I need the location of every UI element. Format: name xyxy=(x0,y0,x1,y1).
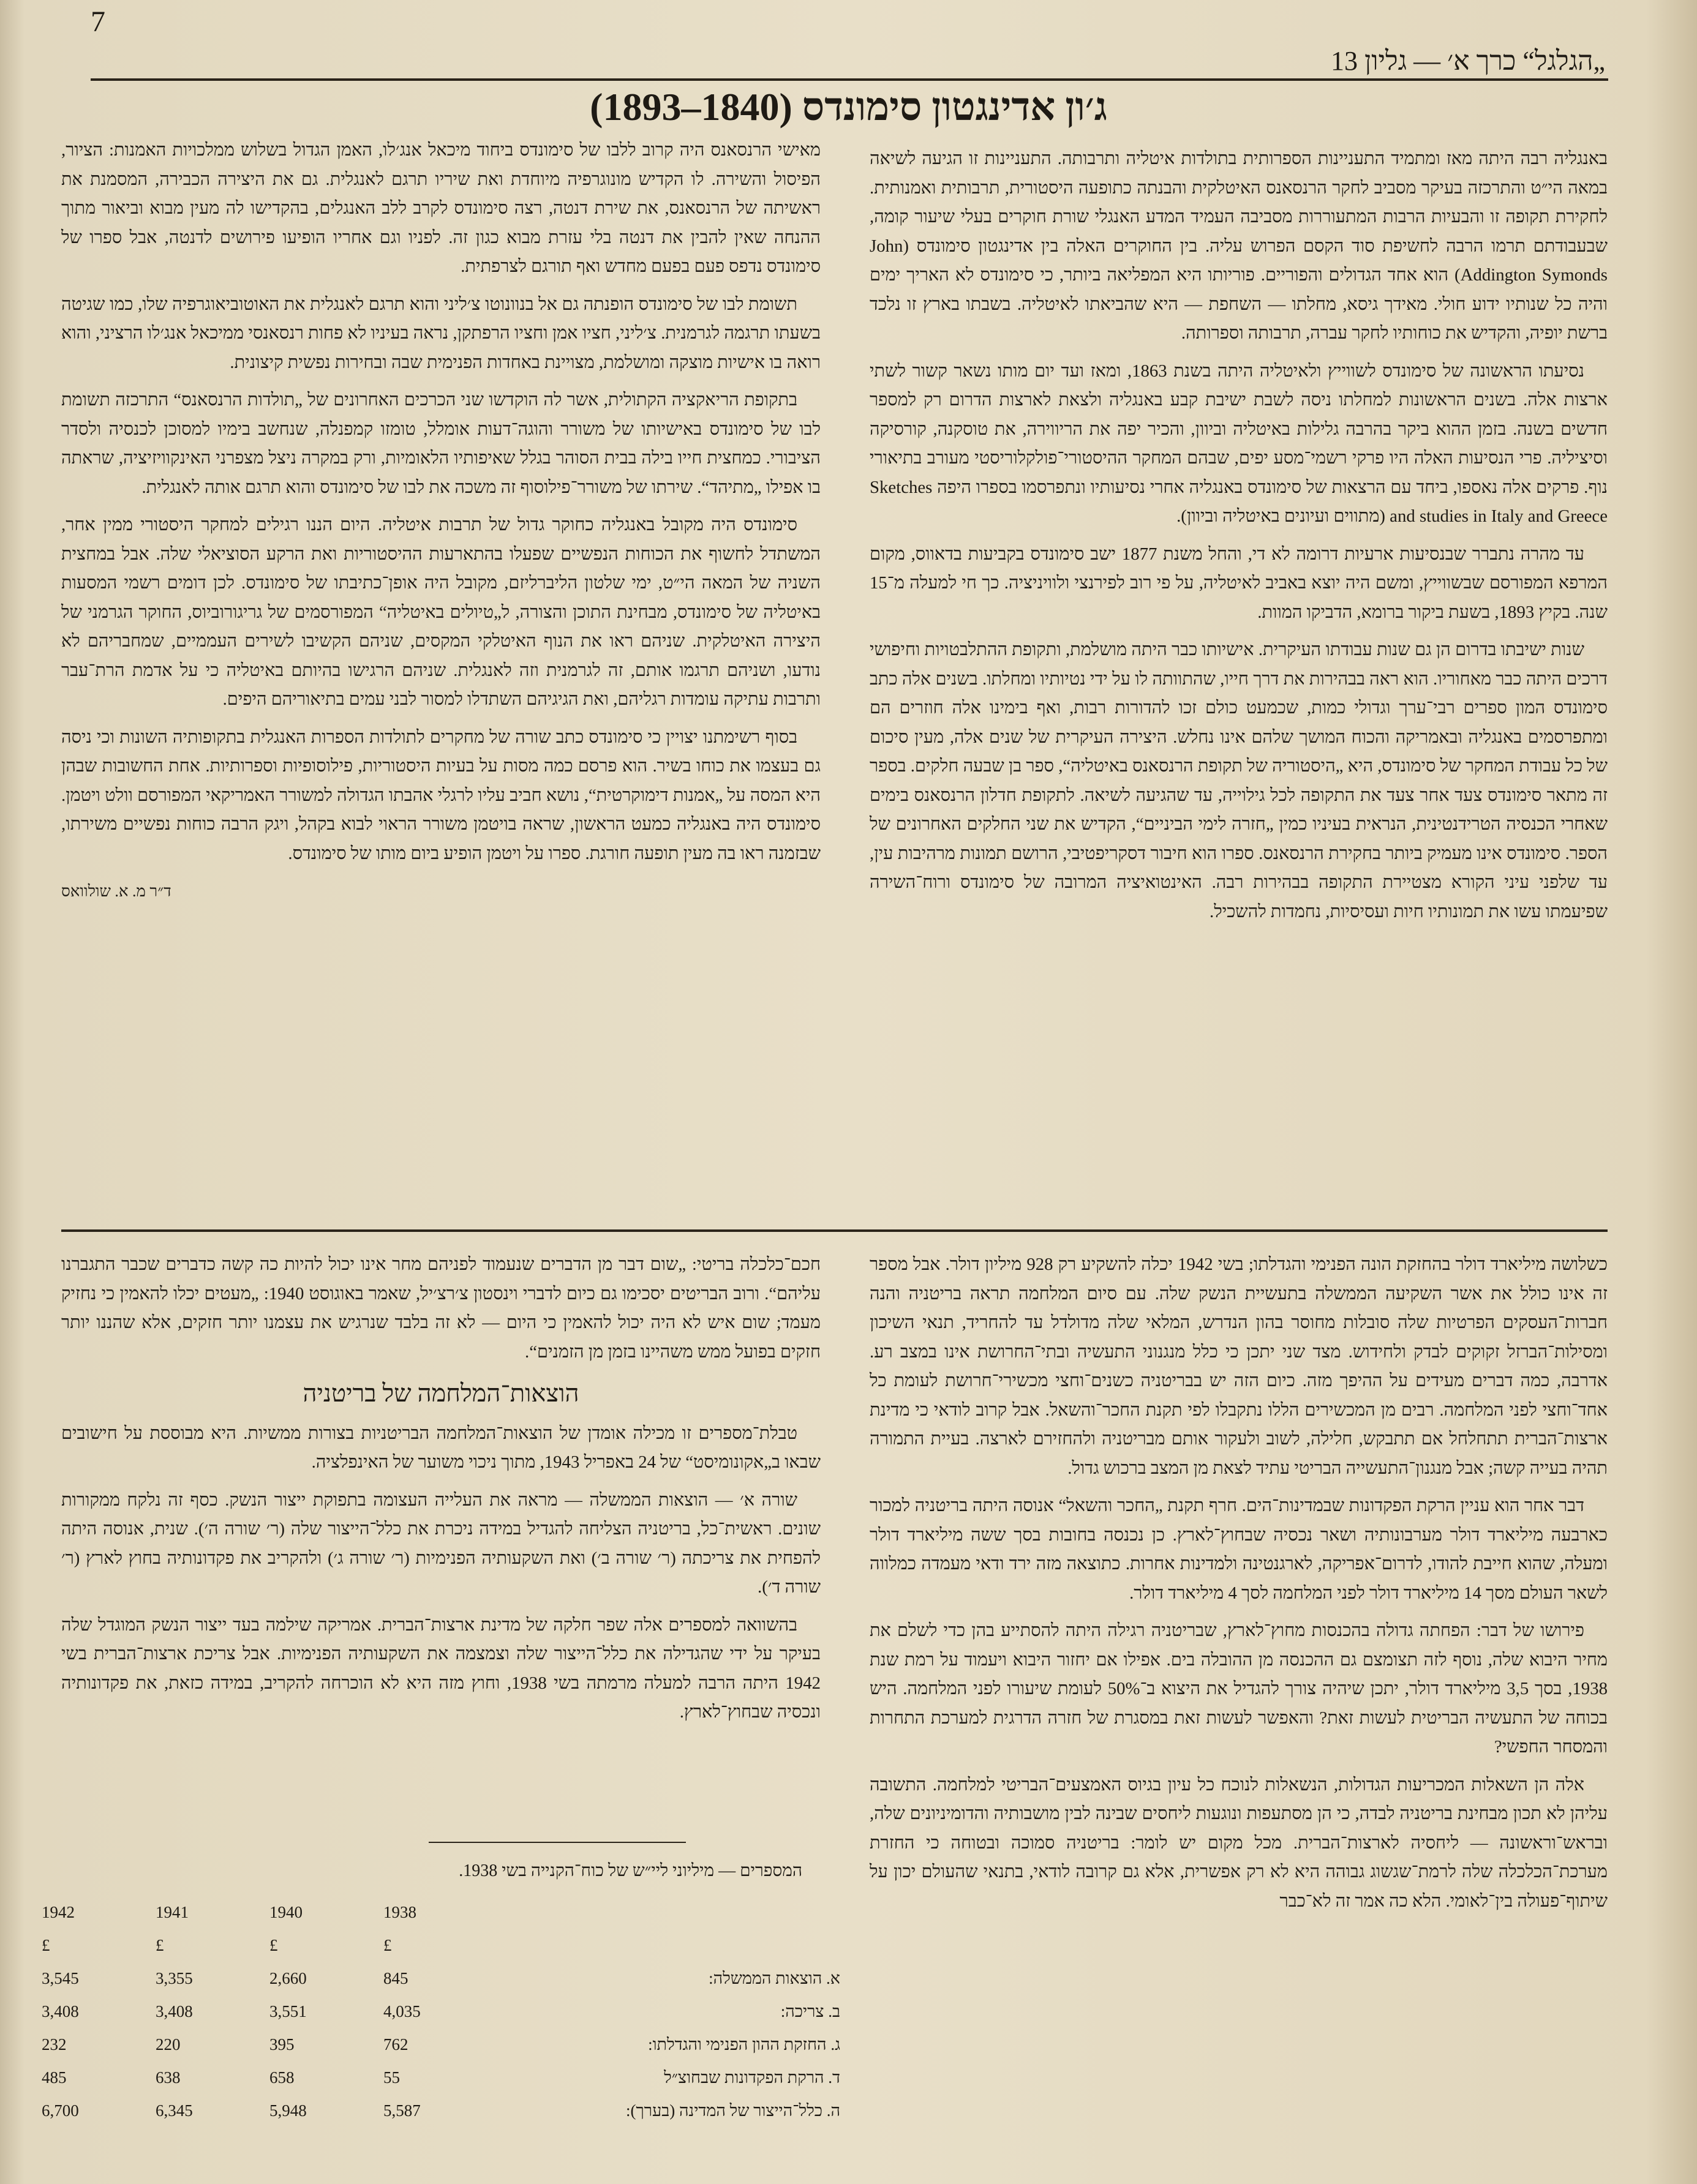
cell-value: 762 xyxy=(383,2035,408,2054)
section-rule xyxy=(61,1229,1608,1232)
cell-value: 4,035 xyxy=(383,2002,421,2021)
paragraph: כשלושה מיליארד דולר בהחזקת הונה הפנימי והגדלתו; בשי 1942 יכלה להשקיע רק 928 מיליון דולר. אבל מספר זה אינו כולל את אשר השקיעה הממשלה בתעשיית הנשק שלה. עם סיום המלחמה תראה בריטניה והנה חברות־העסקים הפרטיות שלה סובלות מחוסר בהון הנדרש, המלאי שלה מדולדל עד להחריד, תנאי השיכון ומסילות־הברזל זקוקים לבדק ולחידוש. מצד שני יתכן כי כלל מנגנוני התעשיה ובתי־החרושת אינו במצב רע. אדרבה, כמה דברים מעידים על ההיפך מזה. כיום הזה יש בבריטניה כשנים־וחצי מכשירי־חרושת לעומת כל אחד־וחצי לפני המלחמה. רבים מן המכשירים הללו נתקבלו לפי תקנת החכר־והשאל. אבל קרוב לודאי כי מדינת ארצות־הברית תתחלחל אם תתבקש, חלילה, לשוב ולעקור אותם מבריטניה ולהחזירם לארצה. בעיית התמורה תהיה בעייה קשה; אבל מנגנון־התעשייה הבריטי עתיד לצאת מן המצב ברכוש גדול. xyxy=(870,1255,1608,1478)
cell-value: 6,700 xyxy=(42,2101,79,2120)
table-header-row xyxy=(37,1896,845,1929)
paragraph: בהשוואה למספרים אלה שפר חלקה של מדינת ארצות־הברית. אמריקה שילמה בעד ייצור הנשק המוגדל שלה בעיקר על ידי שהגדילה את כלל־הייצור שלה וצמצמה את השקעותיה הפנימיות. אבל צריכת ארצות־הברית בשי 1942 היתה הרבה למעלה מרמתה בשי 1938, וחוץ מזה היא לא הוכרחה להקריב, במידה כזאת, את פקדונותיה ונכסיה שבחוץ־לארץ. xyxy=(61,1615,821,1722)
cell-value: 395 xyxy=(269,2035,295,2054)
year-header: 1940 xyxy=(269,1902,303,1921)
table-separator xyxy=(429,1842,686,1843)
cell-value: 5,587 xyxy=(383,2101,421,2120)
economics-left-column xyxy=(61,1250,821,1736)
paragraph: מאישי הרנסאנס היה קרוב ללבו של סימונדס ביחוד מיכאל אנג׳לו, האמן הגדול בשלוש ממלכויות האמנות: הציור, הפיסול והשירה. לו הקדיש מונוגרפיה מיוחדת ואת שיריו תרגם לאנגלית. גם את היצירה הכבירה, המסמנת את ראשיתה של הרנסאנס, את שירת דנטה, רצה סימונדס לקרב ללב האנגלים, בהקדישו לה מעין מבוא וביאור מתוך ההנחה שאין להבין את דנטה בלי עזרת מבוא כגון זה. לפניו וגם אחריו הופיעו פירושים לדנטה, אבל ספרו של סימונדס נדפס פעם בפעם מחדש ואף תורגם לצרפתית. xyxy=(61,140,821,276)
page-number: 7 xyxy=(91,6,105,38)
economics-right-column xyxy=(870,1250,1608,1924)
currency-symbol: £ xyxy=(383,1935,392,1954)
cell-value: 3,408 xyxy=(42,2002,79,2021)
cell-value: 658 xyxy=(269,2068,295,2087)
row-label: ה. כלל־הייצור של המדינה (בערך): xyxy=(625,2101,840,2120)
table-row xyxy=(37,1995,845,2028)
author-signature: ד״ר מ. א. שולוואס xyxy=(61,882,171,900)
paragraph: סימונדס היה מקובל באנגליה כחוקר גדול של תרבות איטליה. היום הננו רגילים למחקר היסטורי ממין אחר, המשתדל לחשוף את הכוחות הנפשיים שפעלו בהתארעות ההיסטוריות ואת הרקע הסוציאלי שלה. אבל במחצית השניה של המאה הי״ט, ימי שלטון הליברליזם, מקובל היה אופן־כתיבתו של סימונדס. לכן דומים רשמי המסעות באיטליה של סימונדס, מבחינת התוכן והצורה, ל„טיולים באיטליה“ המפורסמים של גריגורוביוס, החוקר הגרמני של היצירה האיטלקית. שניהם ראו את הנוף האיטלקי המקסים, שניהם הקשיבו לשירים העממיים, שמחבריהם לא נודעו, ושניהם תרגמו אותם, זה לגרמנית וזה לאנגלית. שניהם הרגישו בהיותם באיטליה כי על אדמת הרת־עבר ותרבות עתיקה עומדות רגליהם, ואת הגיגיהם השתדלו למסור לבני עמים בתיאוריהם היפים. xyxy=(61,515,821,709)
table-row xyxy=(37,2094,845,2127)
year-header: 1941 xyxy=(156,1902,189,1921)
cell-value: 485 xyxy=(42,2068,67,2087)
paragraph: עד מהרה נתברר שבנסיעות ארעיות דרומה לא די, והחל משנת 1877 ישב סימונדס בקביעות בדאווס, מקום המרפא המפורסם שבשווייץ, ומשם היה יוצא באביב לאיטליה, על פי רוב לפירנצי ולוויניציה. כך חי למעלה מ־15 שנה. בקיץ 1893, בשעת ביקור ברומא, הדביקו המוות. xyxy=(870,544,1608,622)
cell-value: 845 xyxy=(383,1968,408,1987)
paragraph: שורה א׳ — הוצאות הממשלה — מראה את העלייה העצומה בתפוקת ייצור הנשק. כסף זה נלקח ממקורות שונים. ראשית־כל, בריטניה הצליחה להגדיל במידה ניכרת את כלל־הייצור שלה (ר׳ שורה ה׳). שנית, אנוסה היתה להפחית את צריכתה (ר׳ שורה ב׳) ואת השקעותיה הפנימיות (ר׳ שורה ג׳) ולהקריב את פקדונותיה בחוץ לארץ (ר׳ שורה ד׳). xyxy=(61,1490,821,1597)
row-label: ג. החזקת ההון הפנימי והגדלתו: xyxy=(648,2035,840,2054)
cell-value: 5,948 xyxy=(269,2101,307,2120)
cell-value: 3,551 xyxy=(269,2002,307,2021)
expenditure-table xyxy=(37,1896,845,2127)
cell-value: 3,355 xyxy=(156,1968,193,1987)
article-title: ג׳ון אדינגטון סימונדס (1840–1893) xyxy=(590,85,1107,129)
table-row xyxy=(37,2061,845,2094)
paragraph: טבלת־מספרים זו מכילה אומדן של הוצאות־המלחמה הבריטניות בצורות ממשיות. היא מבוססת על חישובים שבאו ב„אקונומיסט“ של 24 באפריל 1943, מתוך ניכוי משוער של האינפלציה. xyxy=(61,1423,821,1472)
paragraph: חכם־כלכלה בריטי: „שום דבר מן הדברים שנעמוד לפניהם מחר אינו יכול להיות כה קשה כדברים שכבר התגברנו עליהם“. ורוב הבריטים יסכימו גם כיום לדברי וינסטון צ׳רצ׳יל, שאמר באוגוסט 1940: „מעטים יכלו להאמין כי נחזיק מעמד; שום איש לא היה יכול להאמין כי היום — לא זה בלבד שנרגיש את עצמנו יותר חזקים, אלא שהננו יותר חזקים בפועל ממש משהיינו בזמן מן הזמנים“. xyxy=(61,1255,821,1362)
row-label: ב. צריכה: xyxy=(780,2002,840,2021)
cell-value: 3,545 xyxy=(42,1968,79,1987)
article-right-column xyxy=(870,144,1608,935)
paragraph: שנות ישיבתו בדרום הן גם שנות עבודתו העיקרית. אישיותו כבר היתה מושלמת, ותקופת ההתלבטויות וחיפושי דרכים היתה כבר מאחוריו. הוא ראה בבהירות את דרך חייו, שהתוותה לו על ידי נטיותיו ומחלתו. בשנים אלה כתב סימונדס המון ספרים רבי־ערך וגדולי כמות, שכמעט כולם זכו להדורות רבות, ואף בימינו אלה חוזרים הם ומתפרסמים באנגליה ובאמריקה והכוח המושך שלהם אינו נחלש. היצירה העיקרית של שנים אלה, מעין סיכום של כל עבודת המחקר של סימונדס, היא „היסטוריה של תקופת הרנסאנס באיטליה“, ספר בן שבעה חלקים. בספר זה מתאר סימונדס צעד אחר צעד את התקופה לכל גילוייה, עד שהגיעה לשיאה. לתקופת חדלון הרנסאנס בימים שאחרי הכנסיה הטרידנטינית, הנראית בעיניו כמין „חזרה לימי הביניים“, הקדיש את שני החלקים האחרונים של הספר. סימונדס אינו מעמיק ביותר בחקירת הרנסאנס. ספרו הוא חיבור דסקריפטיבי, הרושם תמונות מרהיבות עין, עד שלפני עיני הקורא מצטיירת התקופה בבהירות רבה. האינטואיציה המרובה של סימונדס ורוח־השירה שפיעמתו עשו את תמונותיו חיות ועסיסיות, נחמדות להשכיל. xyxy=(870,640,1608,921)
paragraph: בתקופת הריאקציה הקתולית, אשר לה הוקדשו שני הכרכים האחרונים של „תולדות הרנסאנס“ התרכזה תשומת לבו של סימונדס באישיותו של משורר והוגה־דעות אומלל, טומזו קמפנלה, שנחשב בימיו למסוכן לכנסיה ולסדר הציבורי. כמחצית חייו בילה בבית הסוהר בגלל שאיפותיו הלאומיות, ורק במקרה ניצל מצפרני האינקוויזיציה, שראתה בו אפילו „מתיהד“. שירתו של משורר־פילוסוף זה משכה את לבו של סימונדס והוא תרגם אותה לאנגלית. xyxy=(61,390,821,497)
table-currency-row xyxy=(37,1929,845,1962)
table-caption: המספרים — מיליוני ליי״ש של כוח־הקנייה בשי 1938. xyxy=(459,1861,802,1880)
row-label: ד. הרקת הפקדונות שבחוצ״ל xyxy=(664,2068,840,2087)
table-row xyxy=(37,1962,845,1995)
cell-value: 55 xyxy=(383,2068,400,2087)
cell-value: 232 xyxy=(42,2035,67,2054)
year-header: 1942 xyxy=(42,1902,75,1921)
year-header: 1938 xyxy=(383,1902,416,1921)
paragraph: דבר אחר הוא עניין הרקת הפקדונות שבמדינות־הים. חרף תקנת „החכר והשאל“ אנוסה היתה בריטניה למכור כארבעה מיליארד דולר מערבונותיה ושאר נכסיה שבחוץ־לארץ. כן נכנסה בחובות בסך ששה מיליארד דולר ומעלה, שהוא חייבת להודו, לדרום־אפריקה, לארגנטינה ולמדינות אחרות. כתוצאה מזה ירד ודאי מעמדה כמלווה לשאר העולם מסך 14 מיליארד דולר לפני המלחמה לסך 4 מיליארד דולר. xyxy=(870,1496,1608,1603)
paragraph: בסוף רשימתנו יצויין כי סימונדס כתב שורה של מחקרים לתולדות הספרות האנגלית בתקופותיה השונות וכי ניסה גם בעצמו את כוחו בשיר. הוא פרסם כמה מסות על בעיות היסטוריות, פילוסופיות וספרותיות. אחת החשובות שבהן היא המסה על „אמנות דימוקרטית“, נושא חביב עליו לרגלי אהבתו הגדולה למשורר האמריקאי המפורסם וולט ויטמן. סימונדס היה באנגליה כמעט הראשון, שראה בויטמן משורר הראוי לבוא בקהל, ויגק הרבה כוחות נפשיים משירתו, שבזמנה ראו בה מעין תופעה חורגת. ספרו על ויטמן הופיע ביום מותו של סימונדס. xyxy=(61,727,821,863)
article-left-column xyxy=(61,136,821,906)
table-row xyxy=(37,2028,845,2061)
currency-symbol: £ xyxy=(42,1935,50,1954)
cell-value: 638 xyxy=(156,2068,181,2087)
running-header: „הגלגל“ כרך א׳ — גליון 13 xyxy=(1331,46,1605,76)
section-subheading: הוצאות־המלחמה של בריטניה xyxy=(303,1379,579,1407)
currency-symbol: £ xyxy=(269,1935,278,1954)
currency-symbol: £ xyxy=(156,1935,164,1954)
paragraph: נסיעתו הראשונה של סימונדס לשווייץ ולאיטליה היתה בשנת 1863, ומאז ועד יום מותו נשאר קשור לשתי ארצות אלה. בשנים הראשונות למחלתו ניסה לשבת ישיבת קבע באנגליה ולצאת לארצות הדרום רק למספר חדשים בשנה. בזמן ההוא ביקר בהרבה גלילות באיטליה וביוון, והכיר יפה את הריווירה, את טוסקנה, קורסיקה וסיציליה. פרי הנסיעות האלה היו פרקי רשמי־מסע יפים, שבהם המחקר ההיסטורי־פולקלוריסטי מעורב בתיאורי נוף. פרקים אלה נאספו, ביחד עם הרצאות של סימונדס באנגליה אחרי נסיעותיו ונתפרסמו בספרו היפה Sketches and studies in Italy and Greece (מתווים ועיונים באיטליה וביוון). xyxy=(870,361,1608,526)
row-label: א. הוצאות הממשלה: xyxy=(709,1968,840,1987)
paragraph: פירושו של דבר: הפחתה גדולה בהכנסות מחוץ־לארץ, שבריטניה רגילה היתה להסתייע בהן כדי לשלם את מחיר היבוא שלה, נוסף לזה תצומצם גם ההכנסה מן ההובלה בים. אפילו אם יחזור היבוא ויעמוד על רמת שנת 1938, בסך 3,5 מיליארד דולר, יתכן שיהיה צורך להגדיל את היצוא ב־50% לעומת שיעורו לפני המלחמה. היש בכוחה של התעשיה הבריטית לעשות זאת? והאפשר לעשות זאת במסגרת של חזרה הדרגית למערכת התחרות והמסחר החפשי? xyxy=(870,1621,1608,1757)
cell-value: 220 xyxy=(156,2035,181,2054)
cell-value: 6,345 xyxy=(156,2101,193,2120)
cell-value: 2,660 xyxy=(269,1968,307,1987)
paragraph: תשומת לבו של סימונדס הופנתה גם אל בנוונוטו צ׳ליני והוא תרגם לאנגלית את האוטוביאוגרפיה שלו, כמו שגיטה בשעתו תרגמה לגרמנית. צ׳ליני, חציו אמן וחציו הרפתקן, נראה בעיניו לא פחות רנסאנסי ממיכאל אנג׳לו הרציני, והוא רואה בו אישיות מוצקה ומושלמת, מצויינת באחדות הפנימית שבה ובחירות נפשית קיצונית. xyxy=(61,294,821,372)
cell-value: 3,408 xyxy=(156,2002,193,2021)
paragraph: אלה הן השאלות המכריעות הגדולות, הנשאלות לנוכח כל עיון בגיוס האמצעים־הבריטי למלחמה. התשובה עליהן לא תכון מבחינת בריטניה לבדה, כי הן מסתעפות ונוגעות ליחסים שבינה לבין מושבותיה והדומיניונים שלה, ובראש־וראשונה — ליחסיה לארצות־הברית. מכל מקום יש לומר: בריטניה סמוכה ובטוחה כי החזרת מערכת־הכלכלה שלה לרמת־שגשוג גבוהה היא לא רק אפשרית, אלא גם קרובה לודאי, בתנאי שהעולם יכון על שיתוף־פעולה בין־לאומי. הלא כה אמר זה לא־כבר xyxy=(870,1774,1608,1911)
header-rule xyxy=(91,78,1608,81)
paragraph: באנגליה רבה היתה מאז ומתמיד התעניינות הספרותית בתולדות איטליה ותרבותה. התעניינות זו הגיעה לשיאה במאה הי״ט והתרכזה בעיקר מסביב לחקר הרנסאנס האיטלקית והבנתה כתופעה היסטורית, תרבותית ואמנותית. לחקירת תקופה זו והבעיות הרבות המתעוררות מסביבה העמיד המדע האנגלי שורת חוקרים בעלי שיעור קומה, שבעבודתם תרמו הרבה לחשיפת סוד הקסם הפרוש עליה. בין החוקרים האלה בין אדינגטון סימונדס (John Addington Symonds) הוא אחד הגדולים והפוריים. פוריותו היא המפליאה ביותר, כי סימונדס לא האריך ימים והיה כל שנותיו ידוע חולי. מאידך גיסא, מחלתו — השחפת — היא שהביאתו לאיטליה. בשבתו בארץ זו נלכד ברשת יופיה, והקדיש את כוחותיו לחקר עברה, תרבותה וספרותה. xyxy=(870,149,1608,343)
